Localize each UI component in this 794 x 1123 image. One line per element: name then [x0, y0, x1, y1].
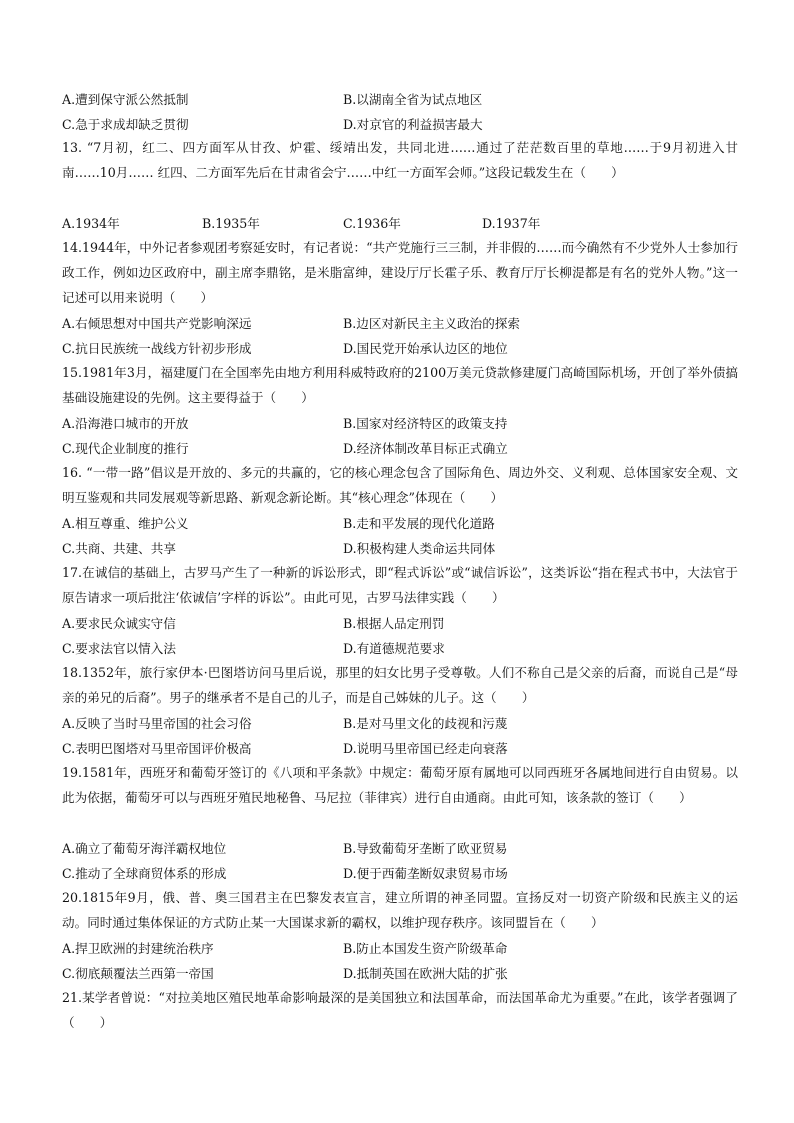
option-a: A.沿海港口城市的开放 — [62, 416, 189, 431]
option-d: D.抵制英国在欧洲大陆的扩张 — [343, 966, 508, 981]
option-c: C.要求法官以情入法 — [62, 641, 176, 656]
question-19-options — [62, 862, 742, 886]
option-a: A.右倾思想对中国共产党影响深远 — [62, 316, 252, 331]
question-20-options — [62, 937, 742, 961]
option-b: B.以湖南全省为试点地区 — [343, 92, 483, 107]
option-c: C.共商、共建、共享 — [62, 541, 176, 556]
option-d: D.国民党开始承认边区的地位 — [343, 341, 508, 356]
option-c: C.表明巴图塔对马里帝国评价极高 — [62, 741, 252, 756]
option-row — [62, 88, 742, 112]
question-16-options — [62, 537, 742, 561]
option-a: A.相互尊重、维护公义 — [62, 516, 189, 531]
option-b: B.防止本国发生资产阶级革命 — [343, 941, 508, 956]
question-13-options — [62, 212, 742, 236]
question-20-options — [62, 962, 742, 986]
option-d: D.1937年 — [482, 216, 541, 231]
option-c: C.1936年 — [343, 216, 401, 231]
question-15-options — [62, 437, 742, 461]
option-d: D.便于西葡垄断奴隶贸易市场 — [343, 866, 508, 881]
question-16-options — [62, 512, 742, 536]
option-c: C.推动了全球商贸体系的形成 — [62, 866, 227, 881]
option-a: A.要求民众诚实守信 — [62, 616, 176, 631]
option-c: C.急于求成却缺乏贯彻 — [62, 117, 189, 132]
option-a: A.1934年 — [62, 216, 120, 231]
question-17-stem: 17.在诚信的基础上，古罗马产生了一种新的诉讼形式，即“程式诉讼”或“诚信诉讼”，这类诉讼“指在程式书中，大法官于原告请求一项后批注‘依诚信’字样的诉讼”。由此可见，古罗马法律实践（ ） — [62, 565, 738, 605]
option-b: B.导致葡萄牙垄断了欧亚贸易 — [343, 841, 508, 856]
option-a: A.遭到保守派公然抵制 — [62, 92, 189, 107]
question-18-stem: 18.1352年，旅行家伊本·巴图塔访问马里后说，那里的妇女比男子受尊敬。人们不称自己是父亲的后裔，而说自己是“母亲的弟兄的后裔”。男子的继承者不是自己的儿子，而是自己姊妹的儿子。这（ ） — [62, 665, 738, 705]
option-b: B.根据人品定刑罚 — [343, 616, 445, 631]
question-20-stem: 20.1815年9月，俄、普、奥三国君主在巴黎发表宣言，建立所谓的神圣同盟。宣扬反对一切资产阶级和民族主义的运动。同时通过集体保证的方式防止某一大国谋求新的霸权，以维护现存秩序。该同盟旨在（ ） — [62, 890, 738, 930]
option-b: B.是对马里文化的歧视和污蔑 — [343, 716, 508, 731]
question-16-stem: 16. “一带一路”倡议是开放的、多元的共赢的，它的核心理念包含了国际角色、周边外交、义利观、总体国家安全观、文明互鉴观和共同发展观等新思路、新观念新论断。其“核心理念”体现在（ ） — [62, 465, 738, 505]
option-c: C.现代企业制度的推行 — [62, 441, 189, 456]
question-19-options — [62, 837, 742, 861]
option-c: C.抗日民族统一战线方针初步形成 — [62, 341, 252, 356]
question-14-options — [62, 312, 742, 336]
question-19-stem: 19.1581年，西班牙和葡萄牙签订的《八项和平条款》中规定：葡萄牙原有属地可以同西班牙各属地间进行自由贸易。以此为依据，葡萄牙可以与西班牙殖民地秘鲁、马尼拉（菲律宾）进行自由通商。由此可知，该条款的签订（ ） — [62, 765, 738, 805]
question-15-options — [62, 412, 742, 436]
question-14-options — [62, 337, 742, 361]
option-d: D.说明马里帝国已经走向衰落 — [343, 741, 508, 756]
option-a: A.确立了葡萄牙海洋霸权地位 — [62, 841, 227, 856]
option-d: D.经济体制改革目标正式确立 — [343, 441, 508, 456]
question-18-options — [62, 712, 742, 736]
option-c: C.彻底颠覆法兰西第一帝国 — [62, 966, 214, 981]
option-row — [62, 113, 742, 137]
option-b: B.国家对经济特区的政策支持 — [343, 416, 508, 431]
option-b: B.1935年 — [202, 216, 260, 231]
question-15-stem: 15.1981年3月，福建厦门在全国率先由地方利用科威特政府的2100万美元贷款修建厦门高崎国际机场，开创了举外债搞基础设施建设的先例。这主要得益于（ ） — [62, 365, 738, 405]
option-b: B.走和平发展的现代化道路 — [343, 516, 495, 531]
question-13-stem: 13. “7月初，红二、四方面军从甘孜、炉霍、绥靖出发，共同北进……通过了茫茫数百里的草地……于9月初进入甘南……10月…… 红四、二方面军先后在甘肃省会宁……中红一方面军会师。”这段记载发生在（ ） — [62, 140, 738, 180]
option-d: D.有道德规范要求 — [343, 641, 445, 656]
option-a: A.捍卫欧洲的封建统治秩序 — [62, 941, 214, 956]
question-17-options — [62, 637, 742, 661]
question-14-stem: 14.1944年，中外记者参观团考察延安时，有记者说：“共产党施行三三制，并非假的……而今确然有不少党外人士参加行政工作，例如边区政府中，副主席李鼎铭，是米脂富绅，建设厅厅长霍子乐、教育厅厅长柳湜都是有名的党外人物。”这一记述可以用来说明（ ） — [62, 240, 738, 305]
option-a: A.反映了当时马里帝国的社会习俗 — [62, 716, 252, 731]
question-21-stem: 21.某学者曾说：“对拉美地区殖民地革命影响最深的是美国独立和法国革命，而法国革命尤为重要。”在此，该学者强调了（ ） — [62, 990, 738, 1030]
question-17-options — [62, 612, 742, 636]
option-b: B.边区对新民主主义政治的探索 — [343, 316, 520, 331]
option-d: D.积极构建人类命运共同体 — [343, 541, 496, 556]
question-18-options — [62, 737, 742, 761]
option-d: D.对京官的利益损害最大 — [343, 117, 483, 132]
